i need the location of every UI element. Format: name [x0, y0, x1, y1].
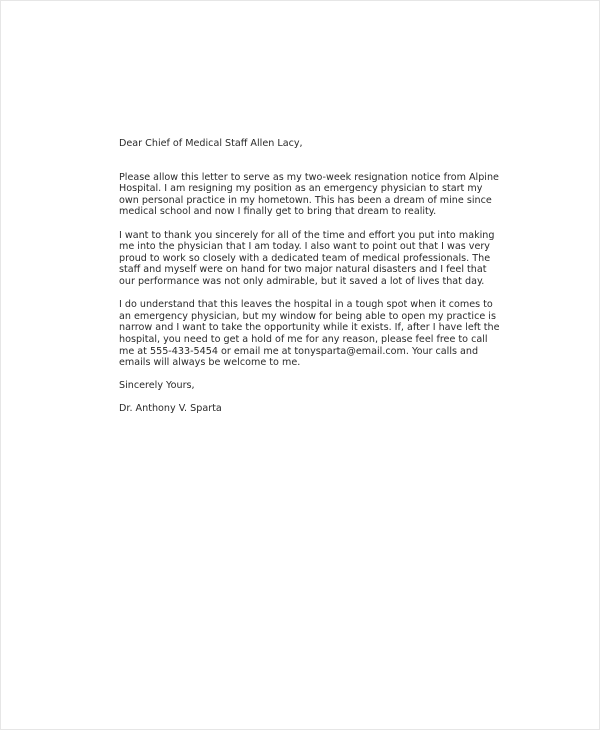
letter-signature: Dr. Anthony V. Sparta	[119, 403, 222, 415]
letter-closing: Sincerely Yours,	[119, 380, 195, 392]
letter-paragraph: I want to thank you sincerely for all of the time and effort you put into making me into the physician that I am today. I also want to point out that I was very proud to work so closely with a dedicated team of medical professionals. The staff and myself were on hand for two major natural disasters and I feel that our performance was not only admirable, but it saved a lot of lives that day.	[119, 229, 495, 287]
letter-salutation: Dear Chief of Medical Staff Allen Lacy,	[119, 138, 303, 149]
letter-paragraph: I do understand that this leaves the hospital in a tough spot when it comes to an emergency physician, but my window for being able to open my practice is narrow and I want to take the opportunity while it exists. If, after I have left the hospital, you need to get a hold of me for any reason, please feel free to call me at 555-433-5454 or email me at tonysparta@email.com. Your calls and emails will always be welcome to me.	[119, 299, 500, 369]
letter-body	[119, 138, 501, 415]
letter-paragraph: Please allow this letter to serve as my two-week resignation notice from Alpine Hospital. I am resigning my position as an emergency physician to start my own personal practice in my hometown. This has been a dream of mine since medical school and now I finally get to bring that dream to reality.	[119, 171, 499, 218]
